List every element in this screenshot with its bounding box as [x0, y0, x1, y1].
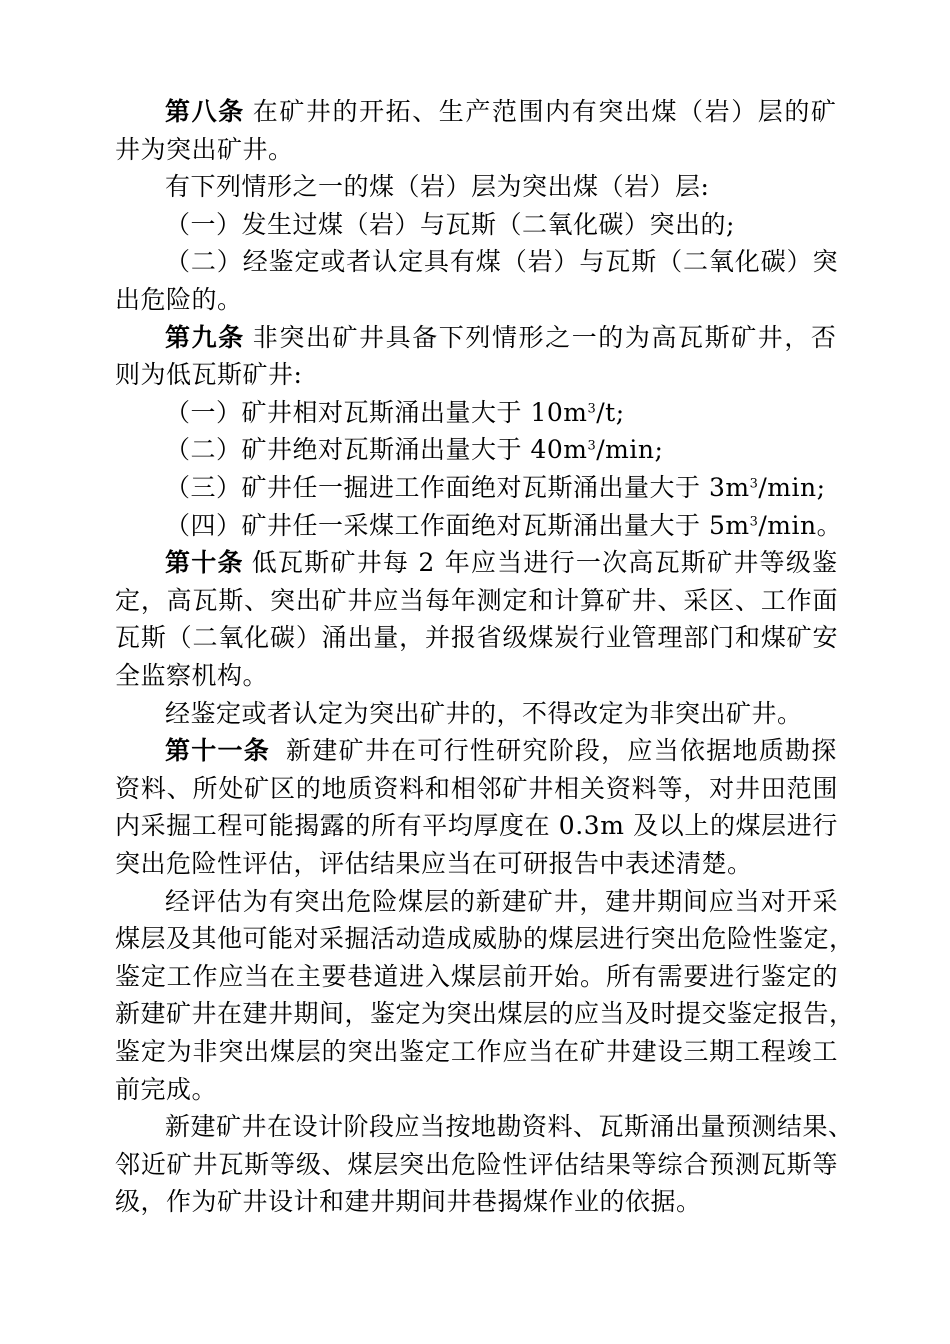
- text-line: [165, 430, 663, 470]
- superscript: 3: [749, 514, 759, 530]
- text-segment: （四）矿井任一采煤工作面绝对瓦斯涌出量大于 5m: [165, 510, 750, 540]
- paragraph-text: （一）发生过煤（岩）与瓦斯（二氧化碳）突出的;: [165, 209, 735, 239]
- text-line: [165, 92, 838, 132]
- text-line: [115, 957, 838, 997]
- text-line: [165, 167, 709, 207]
- text-segment: （一）矿井相对瓦斯涌出量大于 10m: [165, 397, 588, 427]
- text-line: [115, 1032, 838, 1072]
- text-line: [115, 844, 753, 884]
- paragraph-text: 新建矿井在可行性研究阶段，应当依据地质勘探: [286, 736, 838, 766]
- paragraph-text: 经鉴定或者认定为突出矿井的，不得改定为非突出矿井。: [165, 698, 803, 728]
- paragraph-text: [165, 511, 842, 540]
- text-segment: /t;: [596, 397, 625, 427]
- paragraph-text: 煤层及其他可能对采掘活动造成威胁的煤层进行突出危险性鉴定，: [115, 924, 855, 954]
- paragraph-text: 鉴定工作应当在主要巷道进入煤层前开始。所有需要进行鉴定的: [115, 961, 839, 991]
- article-heading: 第十条: [165, 548, 244, 578]
- text-line: [115, 355, 302, 395]
- paragraph-text: 资料、所处矿区的地质资料和相邻矿井相关资料等，对井田范围: [115, 773, 839, 803]
- article-heading: 第九条: [165, 322, 245, 352]
- paragraph-text: [165, 435, 663, 464]
- text-line: [165, 694, 803, 734]
- text-line: [115, 130, 294, 170]
- article-heading: 第十一条: [165, 736, 271, 766]
- text-line: [115, 1145, 838, 1185]
- paragraph-text: 经评估为有突出危险煤层的新建矿井，建井期间应当对开采: [165, 886, 839, 916]
- paragraph-text: 井为突出矿井。: [115, 134, 294, 164]
- paragraph-text: 新建矿井在设计阶段应当按地勘资料、瓦斯涌出量预测结果、: [165, 1112, 854, 1142]
- paragraph-text: 定，高瓦斯、突出矿井应当每年测定和计算矿井、采区、工作面: [115, 585, 839, 615]
- text-line: [115, 1182, 702, 1222]
- paragraph-text: 前完成。: [115, 1074, 218, 1104]
- paragraph-text: 低瓦斯矿井每 2 年应当进行一次高瓦斯矿井等级鉴: [251, 548, 839, 578]
- superscript: 3: [587, 401, 597, 417]
- text-line: [165, 1107, 854, 1147]
- text-line: [115, 806, 838, 846]
- paragraph-text: 有下列情形之一的煤（岩）层为突出煤（岩）层:: [165, 172, 710, 202]
- superscript: 3: [749, 476, 759, 492]
- text-segment: （二）矿井绝对瓦斯涌出量大于 40m: [165, 435, 588, 465]
- text-line: [115, 919, 855, 959]
- text-line: [165, 731, 838, 771]
- paragraph-text: 出危险的。: [115, 285, 243, 314]
- paragraph-text: 级，作为矿井设计和建井期间井巷揭煤作业的依据。: [115, 1187, 702, 1217]
- text-segment: /min;: [596, 435, 664, 465]
- text-line: [165, 393, 625, 433]
- text-segment: （三）矿井任一掘进工作面绝对瓦斯涌出量大于 3m: [165, 473, 750, 502]
- text-line: [165, 543, 838, 583]
- paragraph-text: [165, 473, 826, 502]
- text-line: [115, 581, 838, 621]
- paragraph-text: （二）经鉴定或者认定具有煤（岩）与瓦斯（二氧化碳）突: [165, 247, 839, 277]
- paragraph-text: 全监察机构。: [115, 661, 269, 690]
- paragraph-text: 新建矿井在建井期间，鉴定为突出煤层的应当及时提交鉴定报告，: [115, 999, 855, 1029]
- article-heading: 第八条: [165, 97, 245, 126]
- paragraph-text: [165, 398, 625, 427]
- text-line: [165, 468, 826, 508]
- text-line: [165, 882, 838, 922]
- text-line: [115, 994, 855, 1034]
- text-line: [165, 318, 838, 358]
- text-line: [165, 205, 735, 245]
- text-segment: /min。: [758, 510, 843, 540]
- paragraph-text: 非突出矿井具备下列情形之一的为高瓦斯矿井，否: [252, 322, 838, 352]
- paragraph-text: 邻近矿井瓦斯等级、煤层突出危险性评估结果等综合预测瓦斯等: [115, 1149, 839, 1179]
- text-line: [165, 506, 842, 546]
- paragraph-text: 瓦斯（二氧化碳）涌出量，并报省级煤炭行业管理部门和煤矿安: [115, 623, 839, 653]
- text-line: [115, 280, 243, 320]
- text-line: [115, 769, 838, 809]
- paragraph-text: 内采掘工程可能揭露的所有平均厚度在 0.3m 及以上的煤层进行: [115, 811, 838, 841]
- paragraph-text: 突出危险性评估，评估结果应当在可研报告中表述清楚。: [115, 849, 753, 878]
- paragraph-text: 则为低瓦斯矿井:: [115, 360, 303, 390]
- paragraph-text: 鉴定为非突出煤层的突出鉴定工作应当在矿井建设三期工程竣工: [115, 1037, 839, 1066]
- text-line: [115, 618, 838, 658]
- paragraph-text: 在矿井的开拓、生产范围内有突出煤（岩）层的矿: [252, 97, 838, 126]
- text-segment: /min;: [758, 473, 826, 502]
- text-line: [115, 656, 268, 696]
- superscript: 3: [587, 438, 597, 454]
- text-line: [115, 1070, 217, 1110]
- text-line: [165, 242, 838, 282]
